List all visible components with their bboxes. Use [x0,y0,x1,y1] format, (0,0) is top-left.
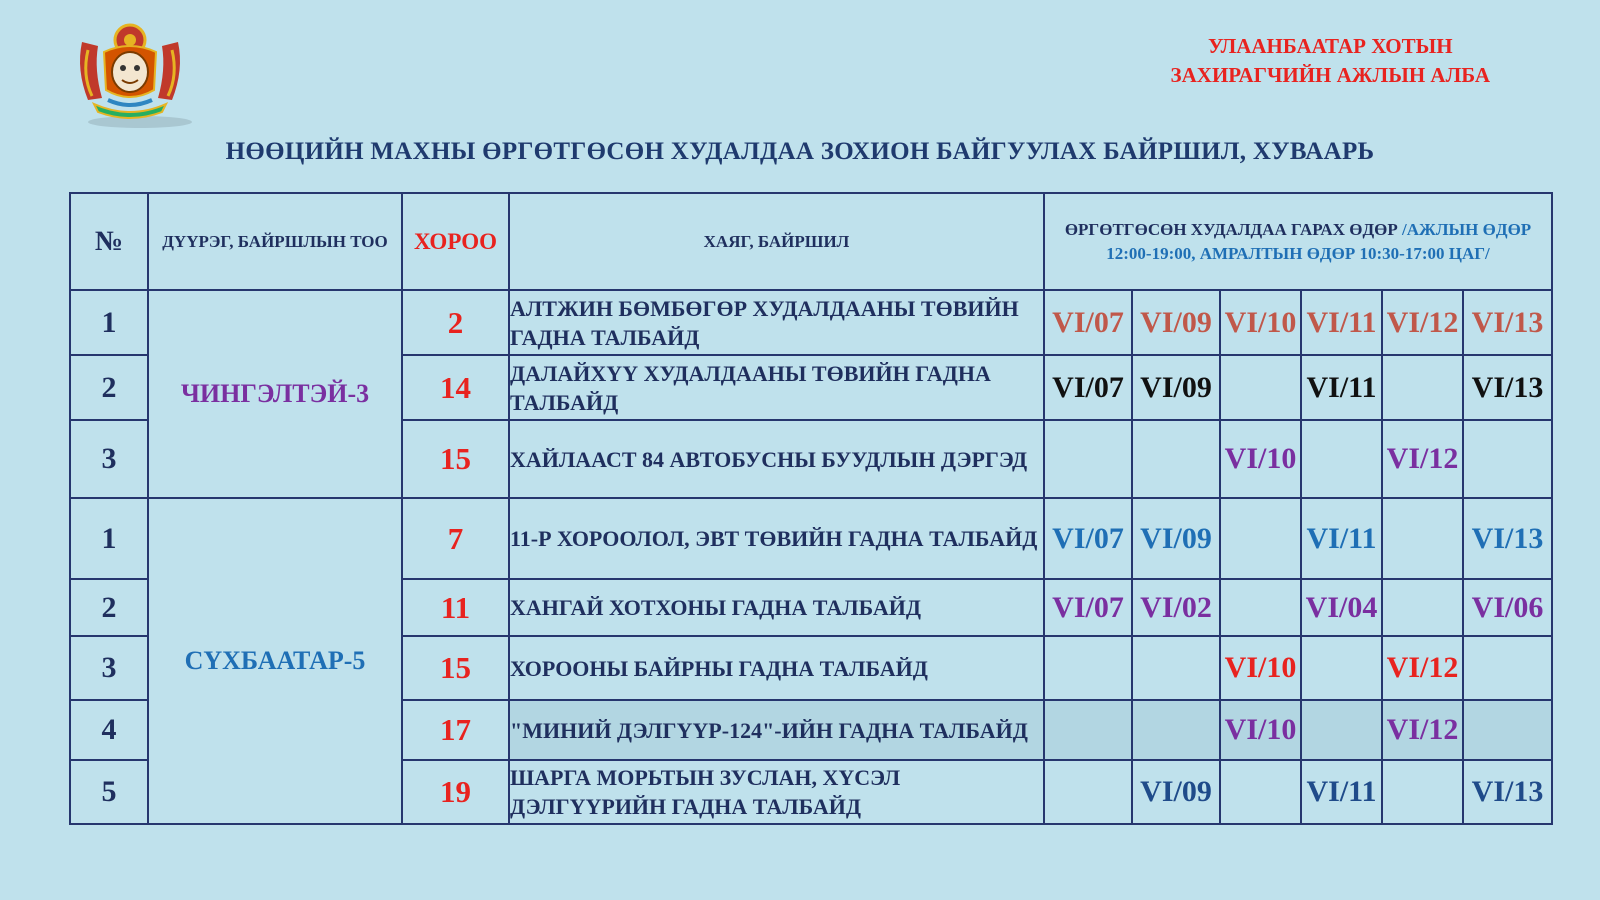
date-cell [1044,760,1132,824]
address-cell: ХАНГАЙ ХОТХОНЫ ГАДНА ТАЛБАЙД [509,579,1044,636]
date-cell: VI/11 [1301,355,1382,420]
date-cell [1220,579,1301,636]
date-cell [1044,700,1132,760]
date-cell: VI/10 [1220,636,1301,700]
date-cell [1301,636,1382,700]
header-number: № [70,193,148,290]
date-cell: VI/07 [1044,355,1132,420]
schedule-table [69,192,1553,825]
address-cell: ШАРГА МОРЬТЫН ЗУСЛАН, ХҮСЭЛ ДЭЛГҮҮРИЙН ГАДНА ТАЛБАЙД [509,760,1044,824]
date-cell: VI/09 [1132,290,1220,355]
date-cell: VI/12 [1382,420,1463,498]
date-cell: VI/07 [1044,579,1132,636]
date-cell: VI/11 [1301,498,1382,579]
table-row [70,290,1552,355]
header-khoroo: ХОРОО [402,193,509,290]
date-cell [1044,420,1132,498]
date-cell [1463,420,1552,498]
date-cell: VI/12 [1382,700,1463,760]
row-number: 2 [70,355,148,420]
khoroo-number: 15 [402,636,509,700]
organization-line-1: УЛААНБААТАР ХОТЫН [1207,34,1453,58]
row-number: 2 [70,579,148,636]
date-cell [1132,420,1220,498]
date-cell: VI/09 [1132,498,1220,579]
address-cell: "МИНИЙ ДЭЛГҮҮР-124"-ИЙН ГАДНА ТАЛБАЙД [509,700,1044,760]
table-header-row [70,193,1552,290]
address-cell: 11-Р ХОРООЛОЛ, ЭВТ ТӨВИЙН ГАДНА ТАЛБАЙД [509,498,1044,579]
date-cell: VI/02 [1132,579,1220,636]
district-name: СҮХБААТАР-5 [148,498,402,824]
date-cell: VI/13 [1463,355,1552,420]
date-cell [1301,700,1382,760]
date-cell [1220,760,1301,824]
date-cell [1382,355,1463,420]
date-cell [1132,700,1220,760]
date-cell: VI/09 [1132,760,1220,824]
khoroo-number: 2 [402,290,509,355]
date-cell: VI/04 [1301,579,1382,636]
khoroo-number: 19 [402,760,509,824]
date-cell [1301,420,1382,498]
date-cell [1044,636,1132,700]
khoroo-number: 7 [402,498,509,579]
date-cell: VI/13 [1463,498,1552,579]
date-cell [1220,355,1301,420]
district-name: ЧИНГЭЛТЭЙ-3 [148,290,402,498]
row-number: 3 [70,636,148,700]
address-cell: АЛТЖИН БӨМБӨГӨР ХУДАЛДААНЫ ТӨВИЙН ГАДНА ТАЛБАЙД [509,290,1044,355]
header-schedule-main: ӨРГӨТГӨСӨН ХУДАЛДАА ГАРАХ ӨДӨР [1064,219,1398,239]
date-cell: VI/06 [1463,579,1552,636]
row-number: 5 [70,760,148,824]
date-cell: VI/13 [1463,290,1552,355]
date-cell: VI/10 [1220,420,1301,498]
organization-line-2: ЗАХИРАГЧИЙН АЖЛЫН АЛБА [1170,63,1490,87]
row-number: 4 [70,700,148,760]
khoroo-number: 14 [402,355,509,420]
date-cell [1220,498,1301,579]
date-cell: VI/12 [1382,290,1463,355]
khoroo-number: 11 [402,579,509,636]
address-cell: ДАЛАЙХҮҮ ХУДАЛДААНЫ ТӨВИЙН ГАДНА ТАЛБАЙД [509,355,1044,420]
date-cell [1382,579,1463,636]
header-address: ХАЯГ, БАЙРШИЛ [509,193,1044,290]
header-schedule [1044,193,1552,290]
organization-name [1171,32,1490,90]
date-cell: VI/07 [1044,290,1132,355]
header-district: ДҮҮРЭГ, БАЙРШЛЫН ТОО [148,193,402,290]
date-cell [1132,636,1220,700]
date-cell: VI/11 [1301,290,1382,355]
date-cell: VI/09 [1132,355,1220,420]
date-cell [1382,498,1463,579]
date-cell: VI/10 [1220,290,1301,355]
row-number: 3 [70,420,148,498]
table-row [70,498,1552,579]
khoroo-number: 17 [402,700,509,760]
date-cell [1463,636,1552,700]
address-cell: ХОРООНЫ БАЙРНЫ ГАДНА ТАЛБАЙД [509,636,1044,700]
date-cell: VI/12 [1382,636,1463,700]
coat-of-arms-emblem-icon [68,20,192,130]
date-cell [1382,760,1463,824]
date-cell: VI/07 [1044,498,1132,579]
date-cell [1463,700,1552,760]
page-title: НӨӨЦИЙН МАХНЫ ӨРГӨТГӨСӨН ХУДАЛДАА ЗОХИОН БАЙГУУЛАХ БАЙРШИЛ, ХУВААРЬ [225,138,1375,165]
address-cell: ХАЙЛААСТ 84 АВТОБУСНЫ БУУДЛЫН ДЭРГЭД [509,420,1044,498]
header-schedule-hours: /АЖЛЫН ӨДӨР 12:00-19:00, АМРАЛТЫН ӨДӨР 10:30-17:00 ЦАГ/ [1106,219,1532,263]
date-cell: VI/13 [1463,760,1552,824]
row-number: 1 [70,498,148,579]
date-cell: VI/11 [1301,760,1382,824]
date-cell: VI/10 [1220,700,1301,760]
row-number: 1 [70,290,148,355]
khoroo-number: 15 [402,420,509,498]
